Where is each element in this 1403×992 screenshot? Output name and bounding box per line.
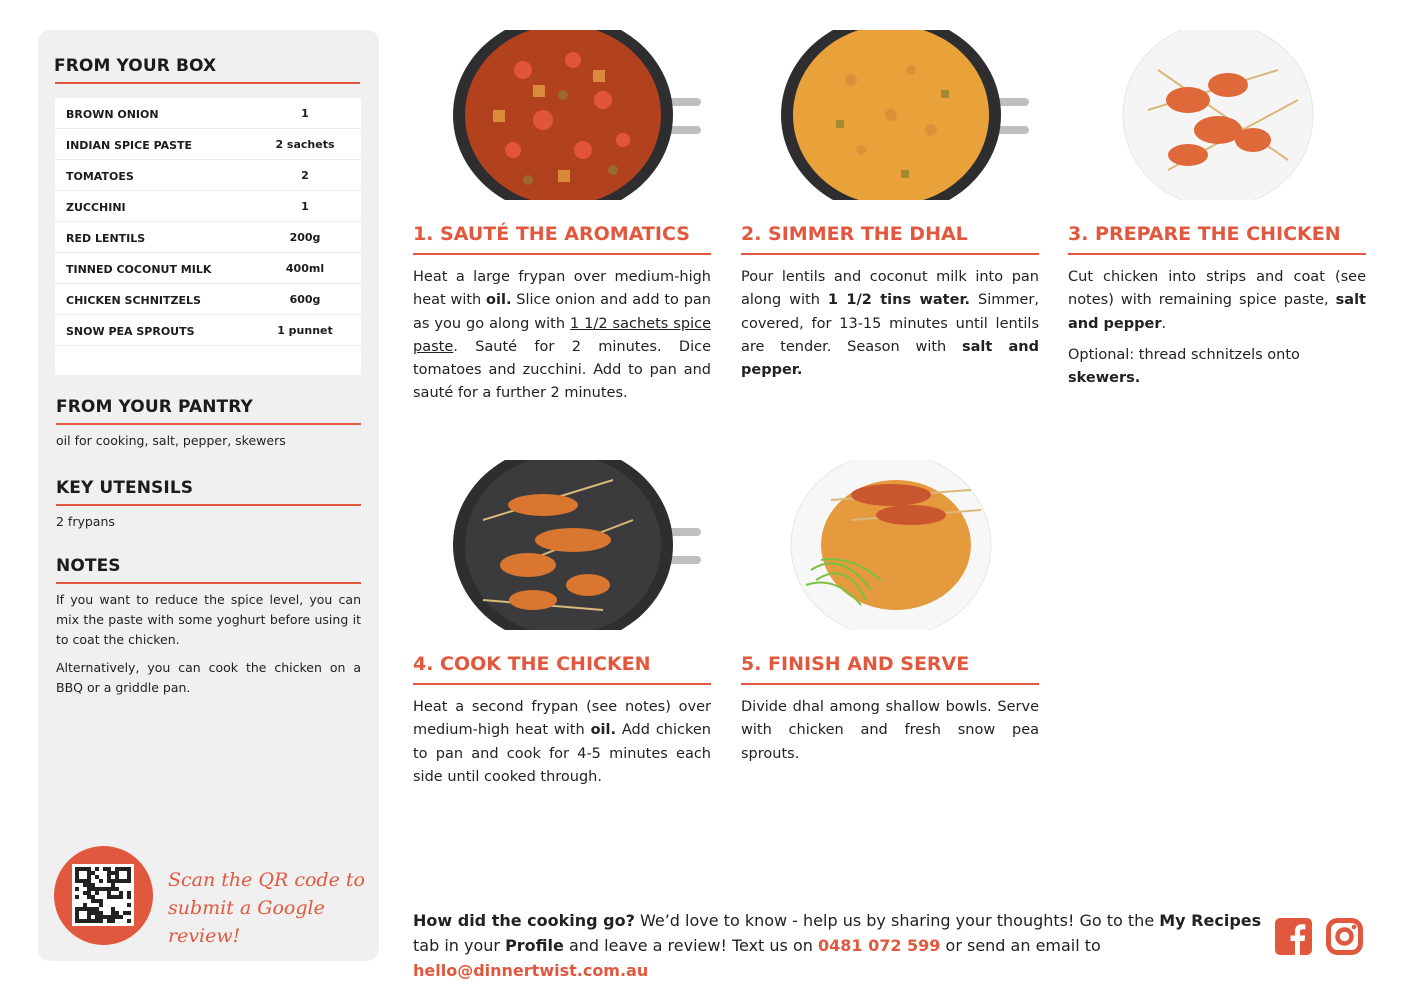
step-2-photo — [741, 30, 1039, 200]
ingredient-qty: 1 — [301, 200, 309, 213]
table-row — [55, 253, 361, 284]
table-row — [55, 284, 361, 315]
step-5-photo — [741, 460, 1039, 630]
step-5-title: 5. FINISH AND SERVE — [741, 653, 970, 675]
divider — [56, 504, 361, 506]
notes-paragraph: Alternatively, you can cook the chicken on a BBQ or a griddle pan. — [56, 660, 361, 695]
text-run: Cut chicken into strips and coat (see notes) with remaining spice paste, — [1068, 269, 1366, 309]
from-your-pantry-title: FROM YOUR PANTRY — [56, 397, 253, 417]
key-utensils-title: KEY UTENSILS — [56, 478, 194, 498]
ingredient-name: CHICKEN SCHNITZELS — [66, 294, 201, 307]
divider — [413, 253, 711, 255]
text-bold: oil. — [486, 292, 512, 309]
sidebar — [38, 30, 379, 961]
text-run: Simmer, covered, for 13-15 minutes until lentils are tender. Season with — [741, 292, 1039, 355]
text-bold: 1 1/2 tins water. — [827, 292, 971, 309]
text-bold: Profile — [505, 936, 564, 955]
ingredient-name: BROWN ONION — [66, 108, 159, 121]
ingredient-qty: 1 — [301, 107, 309, 120]
step-3-title: 3. PREPARE THE CHICKEN — [1068, 223, 1341, 245]
divider — [741, 253, 1039, 255]
table-row — [55, 98, 361, 129]
text-underline: 1 1/2 sachets spice paste — [413, 315, 711, 355]
text-bold: How did the cooking go? — [413, 911, 635, 930]
text-bold: My Recipes — [1159, 911, 1262, 930]
from-your-box-title: FROM YOUR BOX — [54, 56, 217, 76]
text-run: . — [1161, 315, 1167, 332]
ingredient-qty: 600g — [289, 293, 321, 306]
step-4-title: 4. COOK THE CHICKEN — [413, 653, 651, 675]
step-2-title: 2. SIMMER THE DHAL — [741, 223, 968, 245]
qr-code[interactable] — [72, 864, 134, 926]
text-run: Divide dhal among shallow bowls. Serve with chicken and fresh snow pea sprouts. — [741, 699, 1039, 762]
text-run: Slice onion and add to pan as you go along with — [413, 292, 711, 332]
ingredient-name: RED LENTILS — [66, 232, 146, 245]
notes-paragraph: If you want to reduce the spice level, you can mix the paste with some yoghurt before using it to coat the chicken. — [56, 592, 361, 647]
ingredients-table — [55, 98, 361, 375]
ingredient-qty: 2 — [301, 169, 309, 182]
table-row — [55, 129, 361, 160]
text-run: Heat a large frypan over medium-high heat with — [413, 269, 711, 309]
ingredient-name: TOMATOES — [66, 170, 134, 183]
notes-title: NOTES — [56, 556, 121, 576]
divider — [55, 82, 360, 84]
qr-caption-line: submit a Google review! — [168, 897, 325, 947]
pantry-text: oil for cooking, salt, pepper, skewers — [56, 433, 286, 448]
table-row — [55, 191, 361, 222]
divider — [741, 683, 1039, 685]
text-run: Optional: thread schnitzels onto — [1068, 346, 1300, 363]
table-row — [55, 222, 361, 253]
facebook-icon[interactable] — [1275, 918, 1312, 955]
ingredient-name: SNOW PEA SPROUTS — [66, 325, 195, 338]
step-1-text — [413, 266, 711, 406]
qr-caption — [168, 866, 368, 950]
text-run: Heat a second frypan (see notes) over medium-high heat with — [413, 699, 711, 739]
step-3-text — [1068, 266, 1366, 398]
divider — [56, 423, 361, 425]
step-4-photo — [413, 460, 711, 630]
feedback-text — [413, 908, 1263, 983]
phone-link[interactable]: 0481 072 599 — [817, 936, 941, 955]
text-run: We’d love to know - help us by sharing your thoughts! Go to the — [634, 911, 1160, 930]
ingredient-qty: 2 sachets — [275, 138, 335, 151]
divider — [413, 683, 711, 685]
ingredient-qty: 200g — [289, 231, 321, 244]
text-bold: salt and pepper. — [741, 338, 1039, 379]
text-bold: skewers. — [1068, 370, 1141, 387]
step-2-text — [741, 266, 1039, 382]
text-bold: oil. — [590, 722, 616, 739]
step-5-text — [741, 696, 1039, 766]
ingredient-qty: 1 punnet — [277, 324, 333, 337]
text-run: Pour lentils and coconut milk into pan along with — [741, 269, 1039, 309]
text-run: tab in your — [413, 936, 506, 955]
step-1-photo — [413, 30, 711, 200]
text-run: . Sauté for 2 minutes. Dice tomatoes and zucchini. Add to pan and sauté for a further 2 minutes. — [413, 338, 711, 402]
ingredient-name: TINNED COCONUT MILK — [66, 263, 212, 276]
email-link[interactable]: hello@dinnertwist.com.au — [413, 961, 649, 980]
divider — [56, 582, 361, 584]
table-row — [55, 160, 361, 191]
qr-code-badge — [54, 846, 153, 945]
instagram-icon[interactable] — [1326, 918, 1363, 955]
qr-caption-line: Scan the QR code to — [168, 869, 365, 891]
text-run: and leave a review! Text us on — [563, 936, 818, 955]
utensils-text: 2 frypans — [56, 514, 115, 529]
text-run: or send an email to — [940, 936, 1101, 955]
table-row — [55, 315, 361, 346]
divider — [1068, 253, 1366, 255]
ingredient-name: INDIAN SPICE PASTE — [66, 139, 193, 152]
step-1-title: 1. SAUTÉ THE AROMATICS — [413, 223, 690, 245]
text-bold: salt and pepper — [1068, 292, 1366, 332]
text-run: Add chicken to pan and cook for 4-5 minutes each side until cooked through. — [413, 722, 711, 785]
step-3-photo — [1068, 30, 1366, 200]
step-4-text — [413, 696, 711, 789]
ingredient-name: ZUCCHINI — [66, 201, 126, 214]
ingredient-qty: 400ml — [285, 262, 325, 275]
